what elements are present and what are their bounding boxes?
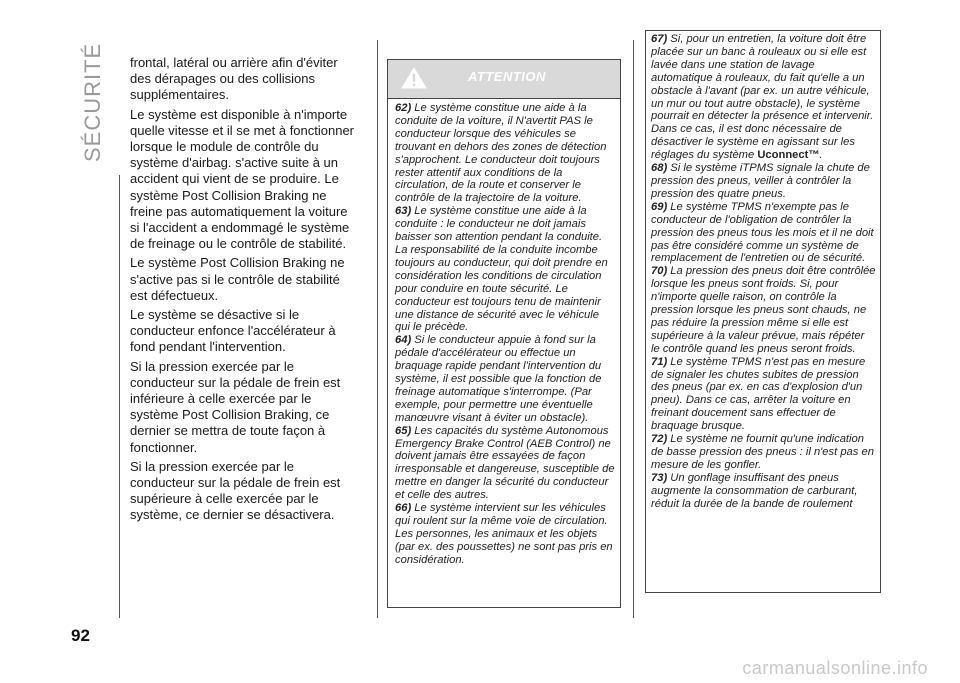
paragraph: frontal, latéral ou arrière afin d'éviter des dérapages ou des collisions supplémentaires. [130,55,338,103]
warning-header [388,60,620,99]
note-text: Le système intervient sur les véhicules qui roulent sur la même voie de circulation. Les personnes, les animaux et les objets (par ex. des poussettes) ne sont pas pris en considération. [395,502,613,566]
section-title-vertical [80,42,110,162]
warning-notes [388,99,620,567]
note-number: 64) [395,334,412,347]
note-item [651,356,876,433]
paragraph: Le système est disponible à n'importe quelle vitesse et il se met à fonctionner lorsque le module de contrôle du système d'airbag. s'active suite à un accident qui vient de se produire. Le système Post Collision Braking ne freine pas automatiquement la voiture si l'accident a endommagé le système de freinage ou le contrôle de stabilité. [130,106,355,252]
note-text: Le système constitue une aide à la conduite de la voiture, il N'avertit PAS le conducteur lorsque des véhicules se trouvant en dehors des zones de détection s'approchent. Le conducteur doit toujours rester attentif aux conditions de la circulation, de la route et conserver le contrôle de la trajectoire de la voiture. [395,102,607,205]
note-number: 62) [395,102,412,114]
note-text: Le système constitue une aide à la conduite : le conducteur ne doit jamais baisser son attention pendant la conduite. La responsabilité de la conduite incombe toujours au conducteur, qui doit prendre en considération les conditions de circulation pour conduire en toute sécurité. Le conducteur est toujours tenu de maintenir une distance de sécurité avec le véhicule qui le précède. [395,205,608,334]
watermark: carmanualsonline.info [742,658,928,678]
note-number: 65) [395,424,412,437]
note-text: Le système TPMS n'est pas en mesure de signaler les chutes subites de pression des pneus (par ex. en cas d'explosion d'un pneu). Dans ce cas, arrêter la voiture en freinant doucement sans effectuer de braquage brusque. [651,355,866,433]
note-text: Si le système iTPMS signale la chute de pression des pneus, veiller à contrôler la pression des quatre pneus. [651,162,870,200]
column-divider [633,40,634,618]
paragraph: Le système Post Collision Braking ne s'active pas si le contrôle de stabilité est défectueux. [130,255,345,303]
main-text-column [130,55,355,527]
note-item [395,205,615,334]
note-item [651,33,876,162]
note-text: Si le conducteur appuie à fond sur la pédale d'accélérateur ou effectue un braquage rapide pendant l'intervention du système, il est possible que la fonction de freinage automatique s'interrompe. (Par exemple, pour permettre une éventuelle manœuvre visant à éviter un obstacle). [395,334,602,424]
note-item [651,162,876,201]
note-text: Le système TPMS n'exempte pas le conducteur de l'obligation de contrôler la pression des pneus tous les mois et il ne doit pas être considéré comme un système de remplacement de l'entretien ou de sécurité. [651,200,874,265]
note-number: 67) [651,33,668,45]
note-item [395,425,615,502]
note-item [651,265,876,355]
note-number: 71) [651,355,668,368]
note-text: La pression des pneus doit être contrôlée lorsque les pneus sont froids. Si, pour n'importe quelle raison, on contrôle la pression lorsque les pneus sont chauds, ne pas réduire la pression même si elle est supérieure à la valeur prévue, mais répéter le contrôle quand les pneus seront froids. [651,265,876,355]
note-item [395,102,615,205]
note-number: 72) [651,433,668,446]
section-title: SÉCURITÉ [80,42,105,162]
warning-title: ATTENTION [468,69,546,84]
paragraph: Le système se désactive si le conducteur enfonce l'accélérateur à fond pendant l'intervention. [130,307,336,355]
note-item [651,433,876,472]
note-number: 66) [395,502,412,515]
note-text: Le système ne fournit qu'une indication de basse pression des pneus : il n'est pas en mesure de les gonfler. [651,433,874,471]
note-number: 68) [651,162,668,175]
note-text: Si, pour un entretien, la voiture doit être placée sur un banc à rouleaux ou si elle est lavée dans une station de lavage automatique à rouleaux, du fait qu'elle a un obstacle à l'avant (par ex. un autre véhicule, un mur ou tout autre obstacle), le système pourrait en détecter la présence et intervenir. Dans ce cas, il est donc nécessaire de désactiver le système en agissant sur les réglages du système [651,33,874,162]
page-number: 92 [71,626,90,645]
note-number: 69) [651,200,668,213]
note-number: 73) [651,471,668,484]
notes-box-continued [645,30,881,593]
note-item [395,502,615,567]
note-text-tail: . [819,149,823,162]
note-bold-term: Uconnect™ [757,149,820,162]
paragraph: Si la pression exercée par le conducteur sur la pédale de frein est supérieure à celle exercée par le système, ce dernier se désactivera. [130,458,341,523]
note-text: Les capacités du système Autonomous Emergency Brake Control (AEB Control) ne doivent jamais être essayées de façon irresponsable et dangereuse, susceptible de mettre en danger la sécurité du conducteur et celle des autres. [395,424,615,502]
note-number: 70) [651,265,668,278]
note-item [395,334,615,424]
note-item [651,201,876,266]
warning-box [387,59,621,608]
paragraph: Si la pression exercée par le conducteur sur la pédale de frein est inférieure à celle exercée par le système Post Collision Braking, ce dernier se mettra de toute façon à fonctionner. [130,358,341,455]
column-divider [119,175,120,618]
note-item [651,472,876,511]
note-text: Un gonflage insuffisant des pneus augmente la consommation de carburant, réduit la durée de la bande de roulement [651,471,858,510]
warning-triangle-icon [401,66,427,95]
note-number: 63) [395,205,412,218]
column-divider [377,40,378,618]
